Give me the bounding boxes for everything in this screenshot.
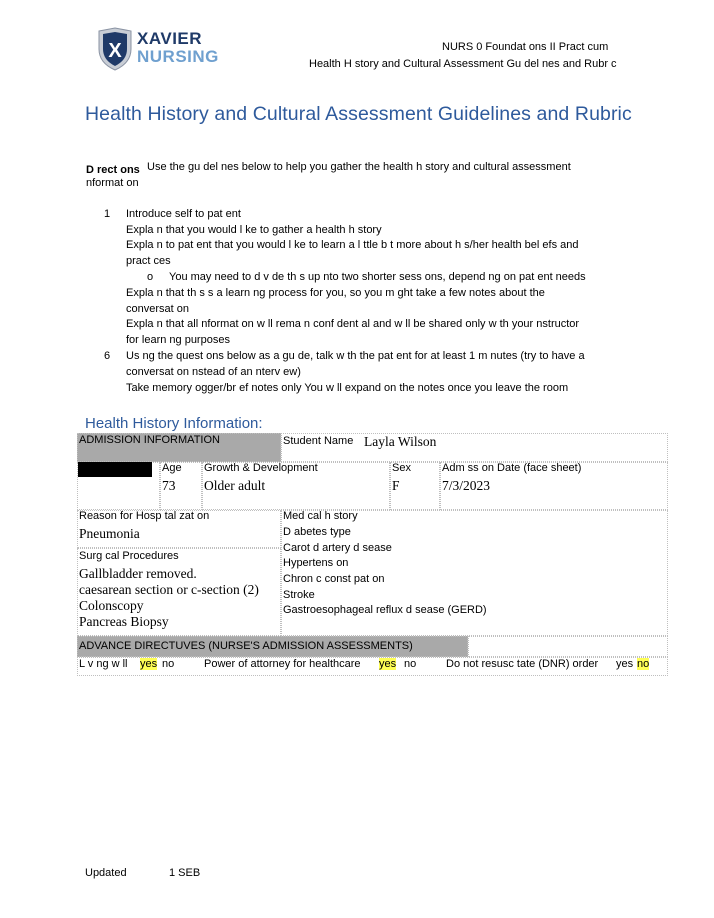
step-number: 6 <box>104 350 111 362</box>
student-name-value[interactable]: Layla Wilson <box>364 434 437 449</box>
step-text: Us ng the quest ons below as a gu de, talk w th the pat ent for at least 1 m nutes (try to have a <box>126 350 585 362</box>
medical-item[interactable]: Stroke <box>283 589 315 601</box>
student-name-label: Student Name <box>283 435 354 447</box>
footer-updated: Updated <box>85 867 127 879</box>
growth-label: Growth & Development <box>204 462 318 474</box>
step-text: Expla n that th s s a learn ng process for you, so you m ght take a few notes about the <box>126 287 545 299</box>
directions-text-line2: nformat on <box>86 177 139 189</box>
course-header: NURS 0 Foundat ons II Pract cum <box>442 41 609 53</box>
age-value[interactable]: 73 <box>162 478 176 493</box>
admission-header: ADMISSION INFORMATION <box>79 434 220 446</box>
growth-value[interactable]: Older adult <box>204 478 266 493</box>
xavier-nursing-logo <box>97 27 219 71</box>
advance-header: ADVANCE DIRECTUVES (NURSE'S ADMISSION ASSESSMENTS) <box>79 640 413 652</box>
redaction-bar <box>78 462 152 477</box>
directions-label: D rect ons <box>86 164 140 176</box>
page-title: Health History and Cultural Assessment Guidelines and Rubric <box>85 103 632 125</box>
step-text: for learn ng purposes <box>126 334 230 346</box>
logo-line2: NURSING <box>137 47 219 66</box>
medical-item[interactable]: Gastroesophageal reflux d sease (GERD) <box>283 604 487 616</box>
poa-no[interactable]: no <box>404 658 417 670</box>
living-will-label: L v ng w ll <box>79 658 128 670</box>
sub-bullet-marker: o <box>147 271 154 283</box>
medical-item[interactable]: Carot d artery d sease <box>283 542 392 554</box>
living-will-no[interactable]: no <box>162 658 175 670</box>
poa-label: Power of attorney for healthcare <box>204 658 361 670</box>
dnr-yes[interactable]: yes <box>616 658 634 670</box>
medical-item[interactable]: Hypertens on <box>283 557 349 569</box>
step-text: pract ces <box>126 255 171 267</box>
step-text: Introduce self to pat ent <box>126 208 241 220</box>
reason-label: Reason for Hosp tal zat on <box>79 510 210 522</box>
advance-header-spacer <box>468 636 668 657</box>
medical-history-label: Med cal h story <box>283 510 358 522</box>
surgical-item[interactable]: Pancreas Biopsy <box>79 614 169 629</box>
step-text: Expla n to pat ent that you would l ke to learn a l ttle b t more about h s/her health bel efs and <box>126 239 579 251</box>
directions-text-line1: Use the gu del nes below to help you gather the health h story and cultural assessment <box>147 161 571 173</box>
step-text: Take memory ogger/br ef notes only You w ll expand on the notes once you leave the room <box>126 382 569 394</box>
admission-date-label: Adm ss on Date (face sheet) <box>442 462 582 474</box>
surgical-item[interactable]: Gallbladder removed. <box>79 566 197 581</box>
logo-line1: XAVIER <box>137 29 203 48</box>
living-will-yes[interactable]: yes <box>140 658 158 670</box>
surgical-label: Surg cal Procedures <box>79 550 179 562</box>
dnr-label: Do not resusc tate (DNR) order <box>446 658 599 670</box>
sub-bullet-text: You may need to d v de th s up nto two shorter sess ons, depend ng on pat ent needs <box>169 271 586 283</box>
step-text: conversat on <box>126 303 189 315</box>
dnr-no[interactable]: no <box>637 658 650 670</box>
poa-yes[interactable]: yes <box>379 658 397 670</box>
step-number: 1 <box>104 208 111 220</box>
step-text: Expla n that you would l ke to gather a health h story <box>126 224 382 236</box>
step-text: conversat on nstead of an nterv ew) <box>126 366 301 378</box>
document-header: Health H story and Cultural Assessment Gu del nes and Rubr c <box>309 58 617 70</box>
surgical-item[interactable]: Colonscopy <box>79 598 144 613</box>
reason-value[interactable]: Pneumonia <box>79 526 140 541</box>
surgical-item[interactable]: caesarean section or c-section (2) <box>79 582 259 597</box>
medical-item[interactable]: D abetes type <box>283 526 351 538</box>
health-history-title: Health History Information: <box>85 415 263 432</box>
sex-value[interactable]: F <box>392 478 400 493</box>
footer-code: 1 SEB <box>169 867 201 879</box>
sex-label: Sex <box>392 462 411 474</box>
step-text: Expla n that all nformat on w ll rema n conf dent al and w ll be shared only w th your nstructor <box>126 318 580 330</box>
medical-item[interactable]: Chron c const pat on <box>283 573 385 585</box>
svg-text:X: X <box>108 40 122 62</box>
admission-date-value[interactable]: 7/3/2023 <box>442 478 491 493</box>
age-label: Age <box>162 462 182 474</box>
